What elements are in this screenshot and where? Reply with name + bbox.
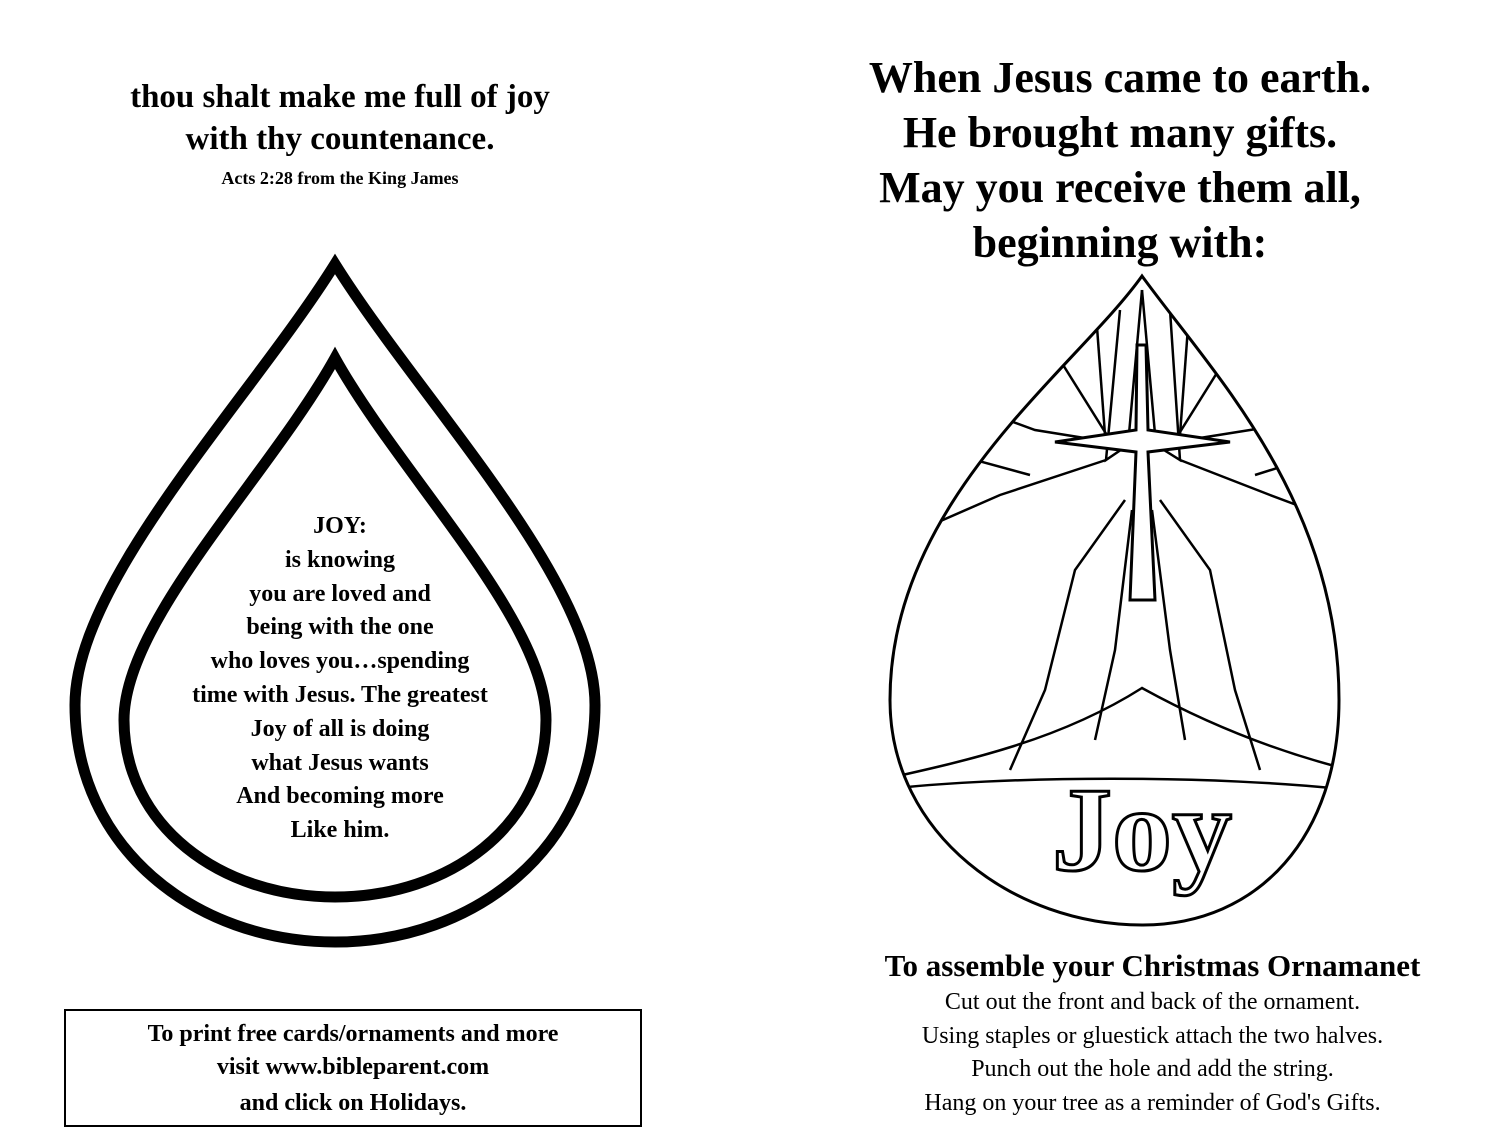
verse-quote (20, 76, 660, 160)
joy-line: JOY: (313, 513, 367, 539)
joy-line: being with the one (246, 614, 434, 641)
assemble-step: Punch out the hole and add the string. (971, 1056, 1334, 1082)
joy-line: time with Jesus. The greatest (192, 681, 488, 708)
assemble-title: To assemble your Christmas Ornamanet (884, 948, 1421, 983)
joy-line: And becoming more (236, 783, 444, 810)
joy-line: what Jesus wants (251, 749, 429, 776)
print-info-line: and click on Holidays. (239, 1090, 467, 1116)
assemble-step: Cut out the front and back of the ornament. (944, 989, 1361, 1015)
verse-line: thou shalt make me full of joy (130, 79, 550, 115)
print-info-line: visit www.bibleparent.com (216, 1054, 490, 1080)
joy-line: is knowing (284, 546, 396, 573)
joy-line: who loves you…spending (210, 648, 470, 675)
headline-line: He brought many gifts. (902, 108, 1338, 157)
headline-line: When Jesus came to earth. (868, 53, 1372, 102)
print-info-box (64, 1009, 642, 1127)
assemble-steps (820, 986, 1485, 1120)
verse-line: with thy countenance. (185, 121, 495, 157)
star-rays (880, 290, 1350, 790)
assemble-step: Hang on your tree as a reminder of God's Gifts. (924, 1089, 1381, 1116)
joy-line: you are loved and (249, 580, 431, 607)
joy-definition (150, 510, 530, 848)
headline-line: beginning with: (972, 218, 1268, 267)
verse-reference: Acts 2:28 from the King James (221, 168, 459, 188)
print-info-line: To print free cards/ornaments and more (147, 1021, 559, 1047)
ornament-front-illustration (880, 270, 1350, 935)
joy-line: Joy of all is doing (250, 715, 430, 742)
headline-line: May you receive them all, (879, 163, 1361, 212)
ornament-word: Joy (1052, 763, 1232, 896)
joy-line: Like him. (290, 817, 390, 844)
headline (790, 50, 1450, 270)
assemble-step: Using staples or gluestick attach the two halves. (921, 1022, 1384, 1049)
